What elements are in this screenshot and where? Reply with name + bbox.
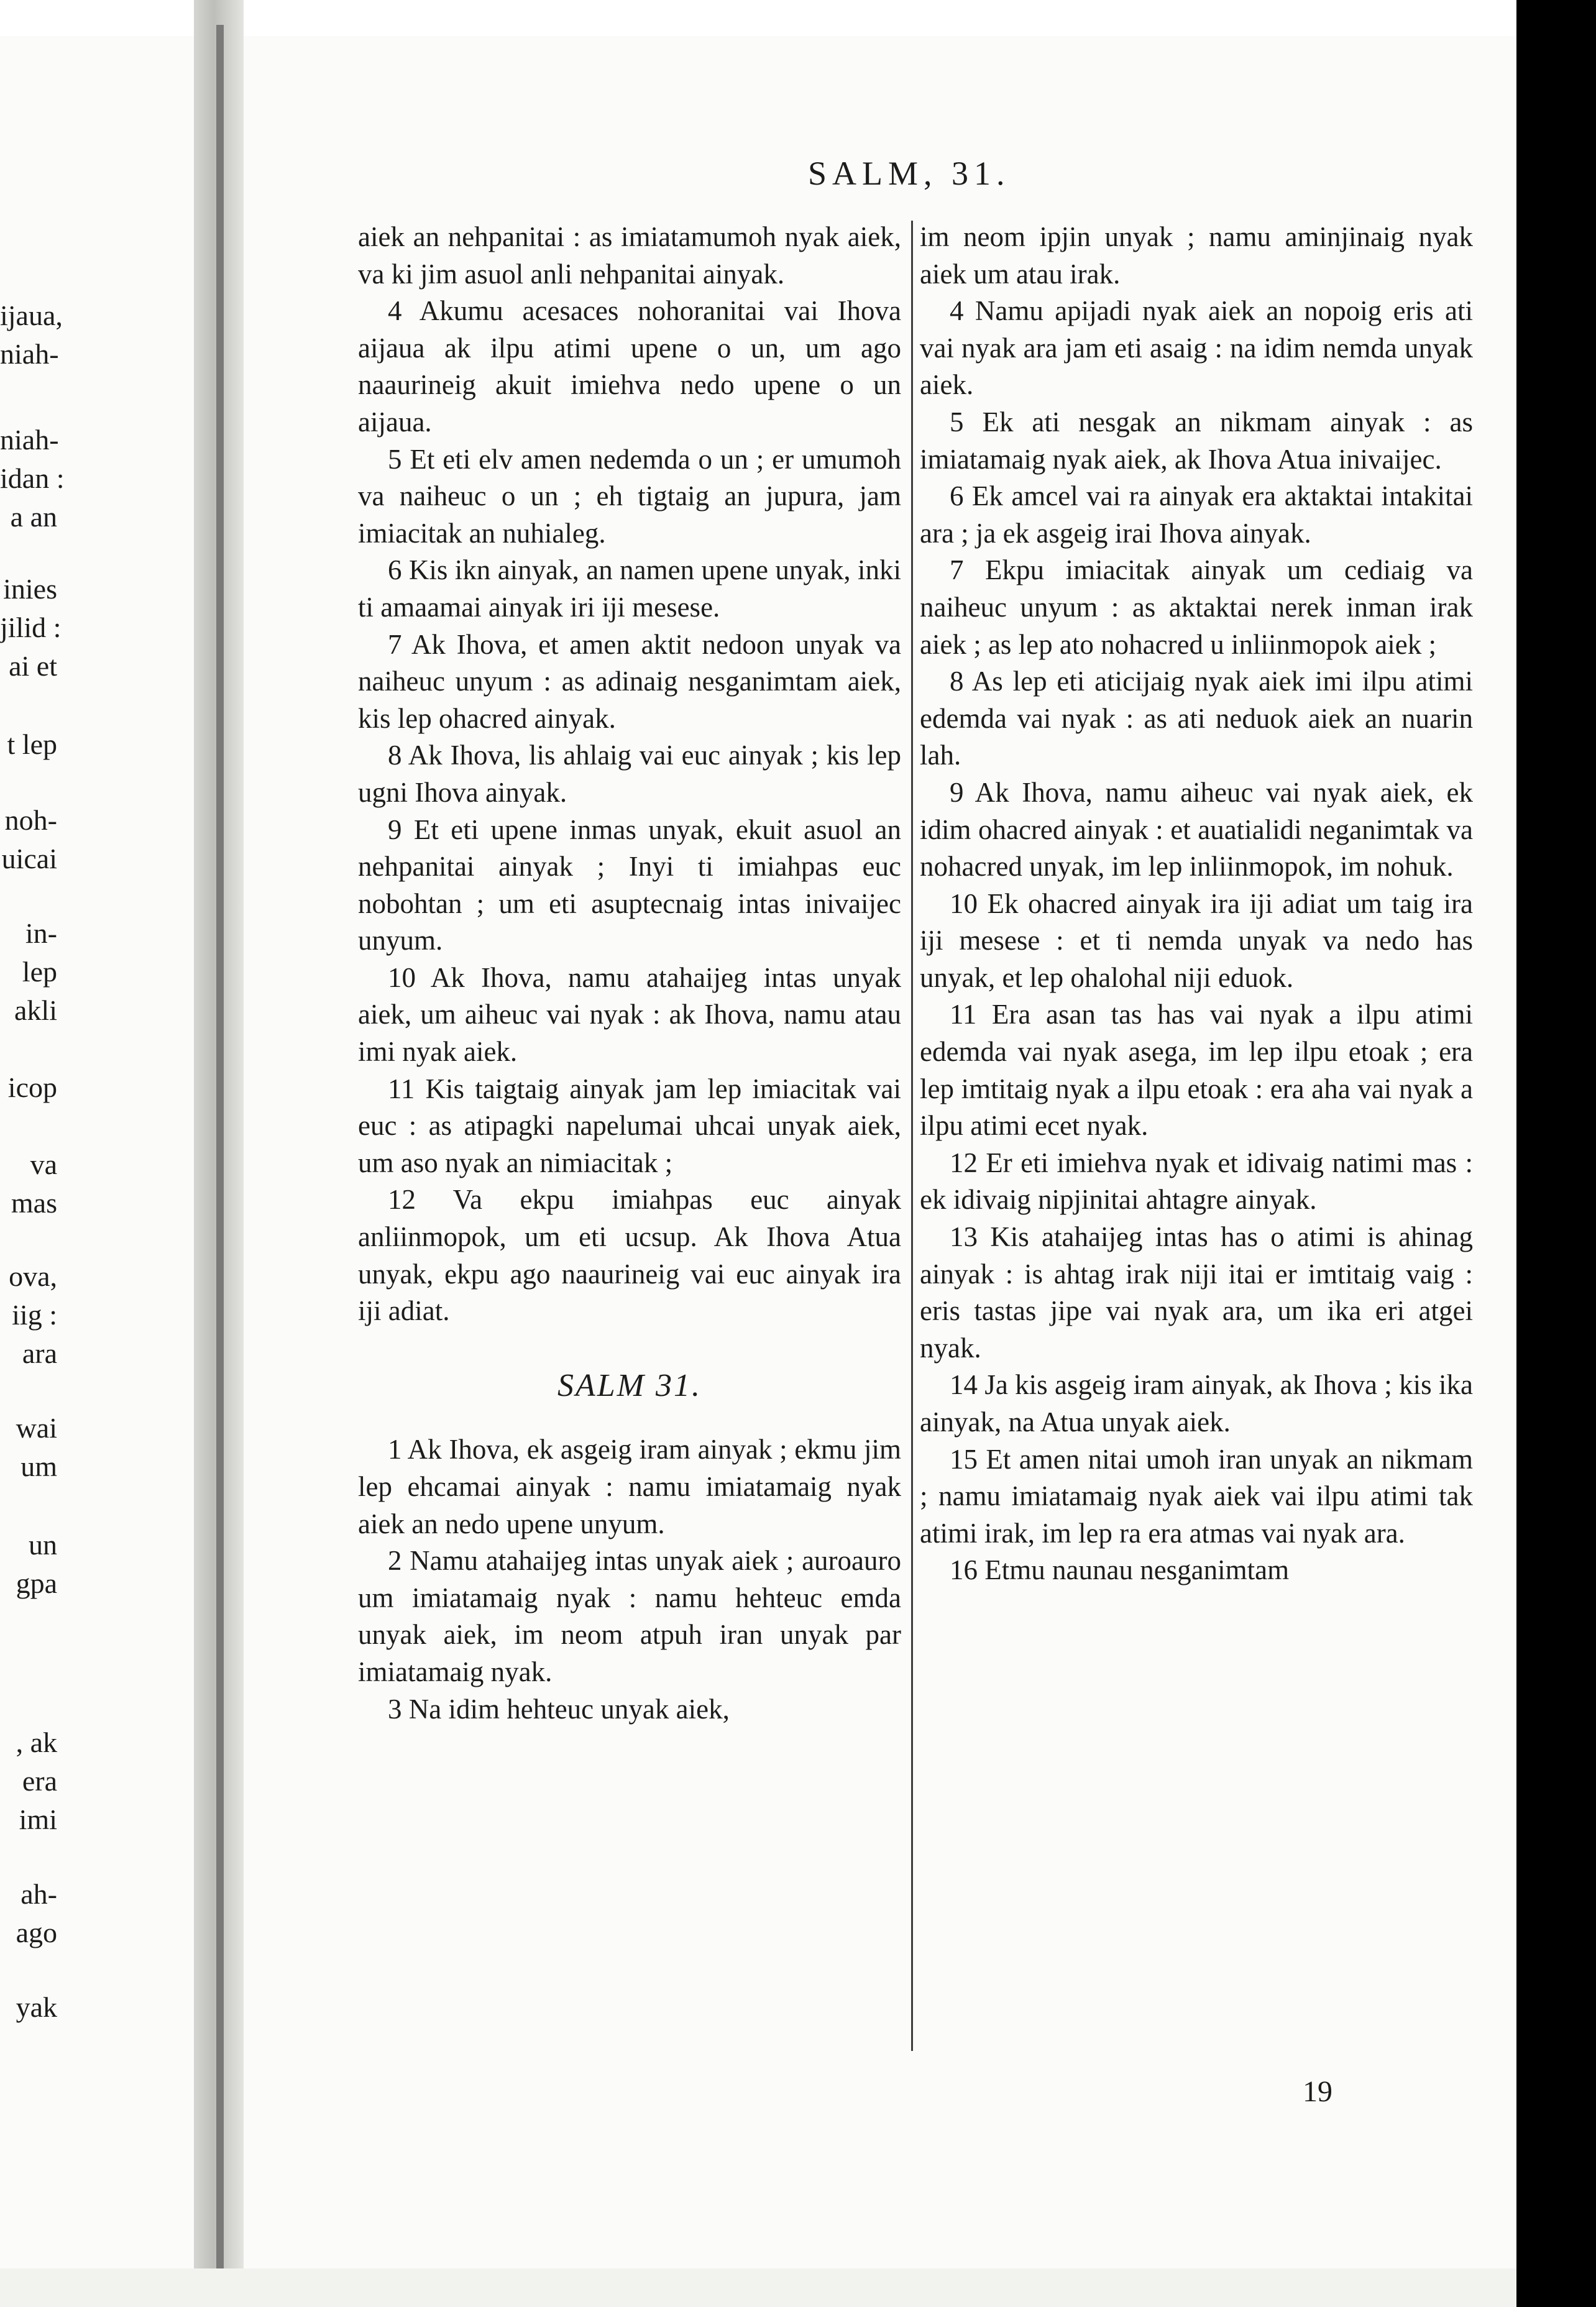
facing-page-fragment: um [21, 1451, 57, 1482]
verse: aiek an nehpanitai : as imiatamumoh nyak aiek, va ki jim asuol anli nehpanitai ainyak. [358, 221, 901, 290]
scanner-border [1516, 0, 1596, 2307]
verse: 4 Namu apijadi nyak aiek an nopoig eris ati vai nyak ara jam eti asaig : na idim nemda unyak aiek. [920, 295, 1473, 401]
psalm-title: SALM 31. [557, 1367, 702, 1403]
verse: 10 Ek ohacred ainyak ira iji adiat um taig ira iji mesese : et ti nemda unyak va nedo has unyak, et lep ohalohal niji eduok. [920, 887, 1473, 993]
facing-page-fragment: , ak [16, 1727, 57, 1758]
page-bottom-edge [0, 2268, 1516, 2307]
facing-page-fragment: yak [16, 1991, 57, 2023]
verse: 5 Ek ati nesgak an nikmam ainyak : as imiatamaig nyak aiek, ak Ihova Atua inivaijec. [920, 406, 1473, 475]
facing-page-fragment: ara [22, 1337, 57, 1369]
facing-page-fragment: idan : [0, 462, 65, 494]
facing-page-fragment: iig : [12, 1299, 57, 1331]
verse: 8 As lep eti aticijaig nyak aiek imi ilpu atimi edemda vai nyak : as ati neduok aiek an nuarin lah. [920, 666, 1473, 771]
verse: 11 Kis taigtaig ainyak jam lep imiacitak vai euc : as atipagki napelumai uhcai unyak aiek, um aso nyak an nimiacitak ; [358, 1073, 901, 1178]
verse: 9 Et eti upene inmas unyak, ekuit asuol an nehpanitai ainyak ; Inyi ti imiahpas euc nobohtan ; um eti asuptecnaig intas inivaijec unyum. [358, 814, 901, 956]
facing-page-fragment: in- [25, 917, 57, 949]
verse: 13 Kis atahaijeg intas has o atimi is ahinag ainyak : is ahtag irak niji itai er imtitaig vaig : eris tastas jipe vai nyak ara, um ika eri atgei nyak. [920, 1221, 1473, 1364]
page-number: 19 [1303, 2075, 1332, 2108]
verse: 4 Akumu acesaces nohoranitai vai Ihova aijaua ak ilpu atimi upene o un, um ago naaurineig akuit imiehva nedo upene o un aijaua. [358, 295, 901, 438]
facing-page-fragment: a an [10, 501, 57, 533]
facing-page-fragment: inies [3, 573, 57, 605]
verse: 8 Ak Ihova, lis ahlaig vai euc ainyak ; kis lep ugni Ihova ainyak. [358, 740, 901, 808]
facing-page-fragment: ijaua, [0, 300, 63, 331]
facing-page-fragment: niah- [0, 338, 59, 370]
facing-page-fragment: gpa [16, 1567, 57, 1599]
verse: 7 Ekpu imiacitak ainyak um cediaig va naiheuc unyum : as aktaktai nerek inman irak aiek ; as lep ato nohacred u inliinmopok aiek ; [920, 554, 1473, 660]
facing-page-fragment: imi [19, 1804, 57, 1835]
facing-page-fragment: ah- [21, 1878, 57, 1910]
verse: 11 Era asan tas has vai nyak a ilpu atimi edemda vai nyak asega, im lep ilpu etoak ; era lep imtitaig nyak a ilpu etoak : era aha vai nyak a ilpu atimi ecet nyak. [920, 999, 1473, 1142]
verse: 16 Etmu naunau nesganimtam [950, 1554, 1290, 1586]
verse: 14 Ja kis asgeig iram ainyak, ak Ihova ; kis ika ainyak, na Atua unyak aiek. [920, 1369, 1473, 1438]
facing-page-fragment: t lep [7, 728, 57, 760]
facing-page-fragment: va [30, 1149, 57, 1180]
facing-page-fragment: noh- [4, 804, 57, 836]
facing-page-fragment: lep [22, 956, 57, 988]
verse: 2 Namu atahaijeg intas unyak aiek ; auroauro um imiatamaig nyak : namu hehteuc emda unyak aiek, im neom atpuh iran unyak par imiatamaig nyak. [358, 1545, 901, 1687]
verse: 5 Et eti elv amen nedemda o un ; er umumoh va naiheuc o un ; eh tigtaig an jupura, jam imiacitak an nuhialeg. [358, 443, 901, 549]
facing-page-fragment: mas [11, 1187, 57, 1219]
verse: 15 Et amen nitai umoh iran unyak an nikmam ; namu imiatamaig nyak aiek vai ilpu atimi tak atimi irak, im lep ra era atmas vai nyak ara. [920, 1443, 1473, 1549]
verse: 7 Ak Ihova, et amen aktit nedoon unyak va naiheuc unyum : as adinaig nesganimtam aiek, kis lep ohacred ainyak. [358, 628, 901, 734]
facing-page-fragment: akli [14, 994, 57, 1026]
facing-page-fragment: uicai [1, 843, 57, 874]
verse: 10 Ak Ihova, namu atahaijeg intas unyak aiek, um aiheuc vai nyak : ak Ihova, namu atau imi nyak aiek. [358, 961, 901, 1068]
left-column [358, 219, 901, 1728]
facing-page-fragment: niah- [0, 424, 59, 456]
verse: 6 Kis ikn ainyak, an namen upene unyak, inki ti amaamai ainyak iri iji mesese. [358, 554, 901, 623]
verse: 12 Er eti imiehva nyak et idivaig natimi mas : ek idivaig nipjinitai ahtagre ainyak. [920, 1147, 1473, 1216]
facing-page-fragment: jilid : [0, 612, 62, 643]
right-column [920, 219, 1473, 1589]
facing-page-fragment: ova, [9, 1260, 57, 1292]
running-head: SALM, 31. [808, 155, 1011, 192]
facing-page-fragment: wai [16, 1412, 57, 1444]
facing-page-fragment: ago [16, 1917, 57, 1948]
verse: 12 Va ekpu imiahpas euc ainyak anliinmopok, um eti ucsup. Ak Ihova Atua unyak, ekpu ago naaurineig vai euc ainyak ira iji adiat. [358, 1184, 901, 1327]
column-rule [911, 221, 913, 2051]
verse: 9 Ak Ihova, namu aiheuc vai nyak aiek, ek idim ohacred ainyak : et auatialidi neganimtak va nohacred unyak, im lep inliinmopok, im nohuk. [920, 776, 1473, 883]
verse: 1 Ak Ihova, ek asgeig iram ainyak ; ekmu jim lep ehcamai ainyak : namu imiatamaig nyak aiek an nedo upene unyum. [358, 1434, 901, 1539]
facing-page-fragment: era [22, 1765, 57, 1797]
verse: im neom ipjin unyak ; namu aminjinaig nyak aiek um atau irak. [920, 221, 1473, 290]
gutter-shadow-line [216, 25, 224, 2307]
verse: 3 Na idim hehteuc unyak aiek, [388, 1693, 730, 1725]
facing-page-fragment: ai et [9, 650, 57, 682]
facing-page-fragment: un [29, 1529, 57, 1561]
facing-page-fragment: icop [7, 1071, 57, 1103]
verse: 6 Ek amcel vai ra ainyak era aktaktai intakitai ara ; ja ek asgeig irai Ihova ainyak. [920, 480, 1473, 549]
